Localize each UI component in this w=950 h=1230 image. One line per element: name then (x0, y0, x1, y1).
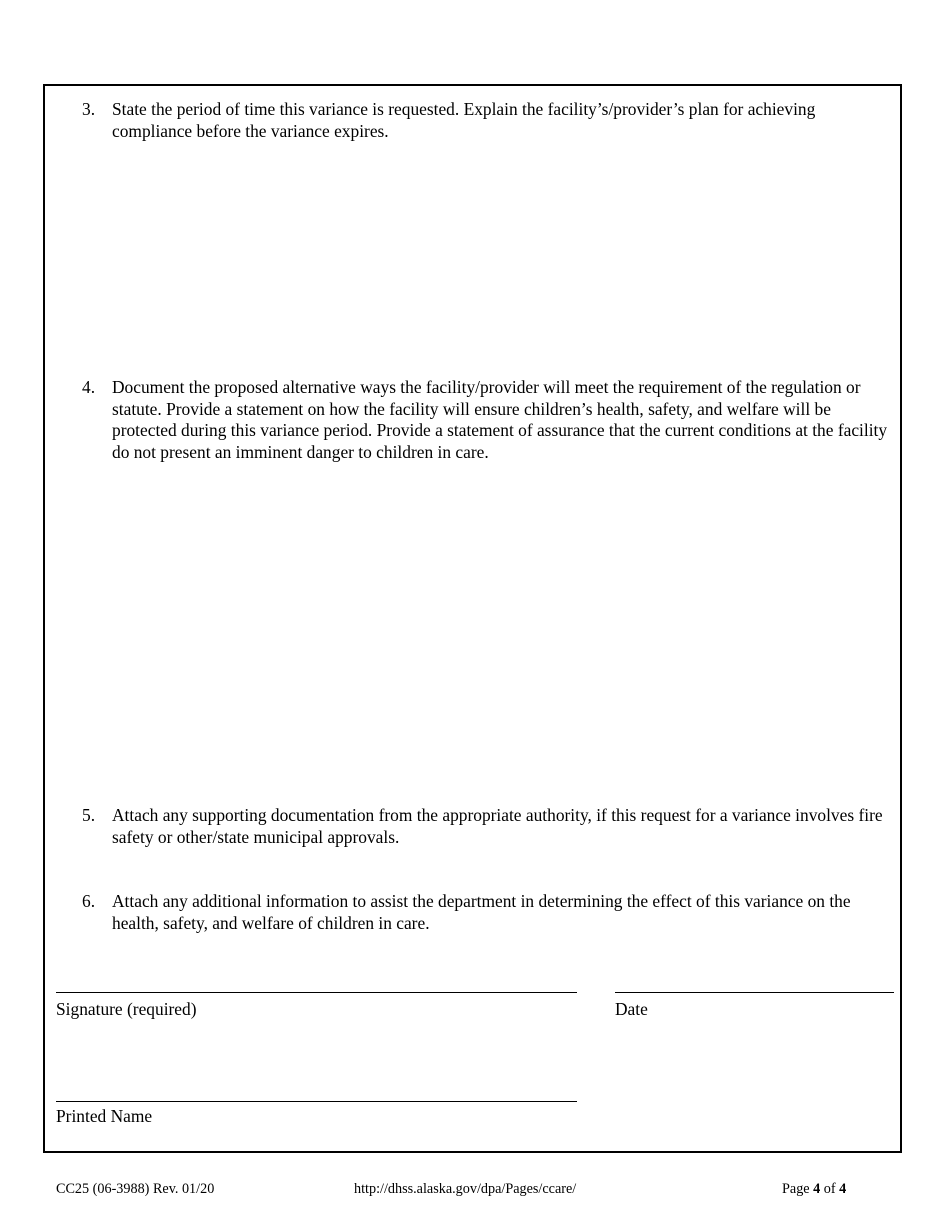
item-text: Attach any supporting documentation from the appropriate authority, if this request for a variance involves fire safety or other/state municipal approvals. (112, 805, 883, 847)
page-current: 4 (813, 1181, 821, 1197)
signature-label: Signature (required) (56, 999, 197, 1019)
item-number: 4. (82, 377, 96, 397)
printed-name-label: Printed Name (56, 1106, 153, 1126)
item-text: Attach any additional information to assist the department in determining the effect of this variance on the health, safety, and welfare of children in care. (112, 891, 851, 933)
printed-name-field[interactable] (56, 1101, 577, 1102)
item-number: 6. (82, 891, 96, 911)
item-number: 3. (82, 99, 96, 119)
form-id: CC25 (06-3988) Rev. 01/20 (56, 1181, 215, 1197)
page-total: 4 (839, 1181, 847, 1197)
date-field[interactable] (615, 992, 894, 993)
item-text: Document the proposed alternative ways the facility/provider will meet the requirement of the regulation or statute. Provide a statement on how the facility will ensure children’s health, safety, and welfare will be protected during this variance period. Provide a statement of assurance that the current conditions at the facility do not present an imminent danger to children in care. (112, 377, 888, 462)
date-label: Date (615, 999, 648, 1019)
footer-url: http://dhss.alaska.gov/dpa/Pages/ccare/ (354, 1181, 577, 1197)
item-text: State the period of time this variance is requested. Explain the facility’s/provider’s plan for achieving compliance before the variance expires. (112, 99, 816, 141)
page-of: of (823, 1181, 836, 1197)
page-prefix: Page (782, 1181, 810, 1197)
page-number (782, 1180, 846, 1198)
item-number: 5. (82, 805, 96, 825)
signature-field[interactable] (56, 992, 577, 993)
